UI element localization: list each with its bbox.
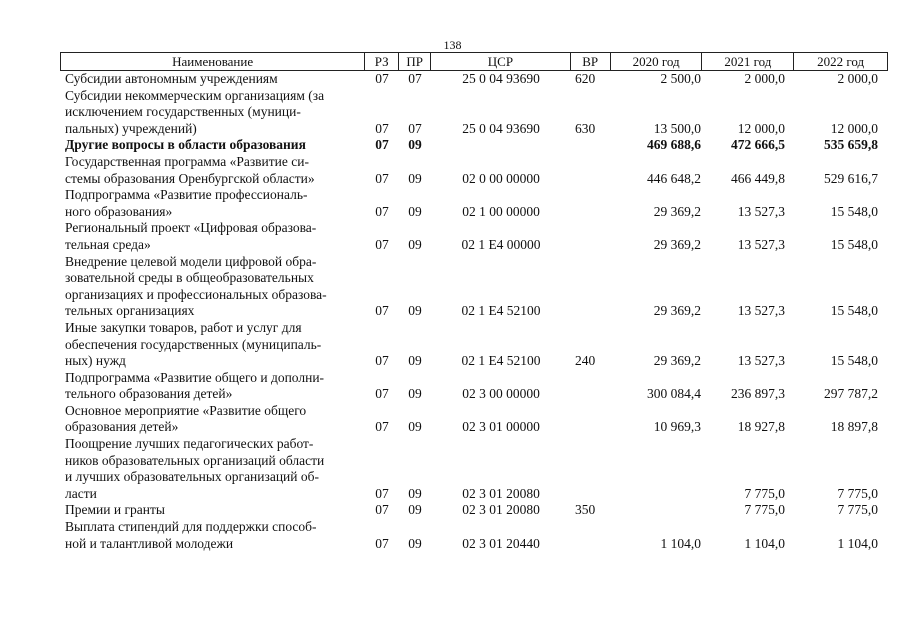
row-vr: 630: [575, 120, 596, 136]
table-body: [60, 71, 888, 552]
row-name-line: Субсидии некоммерческим организациям (за: [65, 87, 325, 103]
row-2020: 2 500,0: [660, 71, 701, 86]
row-rz: 07: [375, 120, 389, 136]
table-row: [60, 254, 888, 320]
row-2021: 236 897,3: [731, 386, 785, 402]
row-name-line: и лучших образовательных организаций об-: [65, 469, 319, 485]
row-rz: 07: [375, 303, 389, 319]
row-2021: 13 527,3: [737, 203, 785, 219]
table-row: [60, 137, 888, 154]
row-pr: 09: [408, 485, 422, 501]
row-name-line: ной и талантливой молодежи: [65, 535, 234, 551]
row-csr: 02 0 00 00000: [462, 170, 540, 186]
row-pr: 09: [408, 419, 422, 435]
table-row: [60, 88, 888, 138]
row-2022: 1 104,0: [837, 535, 878, 551]
row-pr: 09: [408, 353, 422, 369]
row-name: [60, 187, 365, 220]
row-name: [60, 220, 365, 253]
row-2022: 12 000,0: [830, 120, 878, 136]
row-pr: 09: [408, 236, 422, 252]
row-2022: 7 775,0: [837, 485, 878, 501]
row-name-line: тельная среда»: [65, 236, 151, 252]
row-name-line: образования детей»: [65, 419, 179, 435]
row-rz: 07: [375, 353, 389, 369]
row-2020: 10 969,3: [653, 419, 701, 435]
table-row: [60, 320, 888, 370]
row-name-line: Выплата стипендий для поддержки способ-: [65, 519, 317, 535]
row-2022: 15 548,0: [830, 236, 878, 252]
row-csr: 02 1 E4 52100: [461, 303, 541, 319]
row-2020: 29 369,2: [653, 303, 701, 319]
header-csr: ЦСР: [431, 53, 571, 70]
row-csr: 02 3 01 20080: [462, 502, 540, 518]
row-name-line: Основное мероприятие «Развитие общего: [65, 402, 307, 418]
table-row: [60, 403, 888, 436]
row-2021: 13 527,3: [737, 236, 785, 252]
row-rz: 07: [375, 485, 389, 501]
table-row: [60, 154, 888, 187]
row-name-line: ных) нужд: [65, 353, 126, 369]
row-csr: 02 3 00 00000: [462, 386, 540, 402]
row-2021: 12 000,0: [737, 120, 785, 136]
row-name: [60, 88, 365, 138]
row-rz: 07: [375, 137, 389, 153]
row-name-line: Подпрограмма «Развитие общего и дополни-: [65, 369, 325, 385]
row-2020: 13 500,0: [653, 120, 701, 136]
row-name-line: стемы образования Оренбургской области»: [65, 170, 315, 186]
row-name-line: тельных организациях: [65, 303, 195, 319]
row-csr: 02 3 01 00000: [462, 419, 540, 435]
row-2022: 18 897,8: [830, 419, 878, 435]
table-row: [60, 187, 888, 220]
row-vr: 350: [575, 502, 596, 518]
header-vr: ВР: [571, 53, 611, 70]
row-name: [60, 320, 365, 370]
row-name-line: Субсидии автономным учреждениям: [65, 71, 278, 86]
row-name: [60, 154, 365, 187]
header-2022: 2022 год: [817, 54, 865, 69]
row-csr: 02 1 00 00000: [462, 203, 540, 219]
table-row: [60, 519, 888, 552]
row-name: [60, 370, 365, 403]
row-2021: 466 449,8: [731, 170, 785, 186]
row-2020: 29 369,2: [653, 203, 701, 219]
row-2021: 7 775,0: [744, 485, 785, 501]
row-name: [60, 71, 365, 88]
page-number: 138: [443, 38, 462, 52]
row-vr: 620: [575, 71, 596, 86]
row-2021: 1 104,0: [744, 535, 785, 551]
row-rz: 07: [375, 535, 389, 551]
table-row: [60, 502, 888, 519]
row-2020: 300 084,4: [647, 386, 701, 402]
row-name: [60, 519, 365, 552]
row-2021: 13 527,3: [737, 353, 785, 369]
row-name-line: Региональный проект «Цифровая образова-: [65, 220, 317, 236]
row-name-line: Поощрение лучших педагогических работ-: [65, 436, 314, 452]
row-csr: 25 0 04 93690: [462, 71, 540, 86]
row-2020: 29 369,2: [653, 236, 701, 252]
row-vr: 240: [575, 353, 596, 369]
row-2020: 29 369,2: [653, 353, 701, 369]
table-row: [60, 220, 888, 253]
row-name-line: Подпрограмма «Развитие профессиональ-: [65, 187, 308, 203]
row-csr: 02 3 01 20080: [462, 485, 540, 501]
table-row: [60, 370, 888, 403]
row-name-line: Иные закупки товаров, работ и услуг для: [65, 319, 302, 335]
row-name: [60, 502, 365, 519]
row-name-line: ласти: [65, 485, 97, 501]
row-name-line: Внедрение целевой модели цифровой обра-: [65, 253, 317, 269]
row-2021: 472 666,5: [731, 137, 785, 153]
row-name-line: исключением государственных (муници-: [65, 104, 301, 120]
row-csr: 02 1 E4 00000: [461, 236, 541, 252]
row-pr: 09: [408, 502, 422, 518]
row-rz: 07: [375, 236, 389, 252]
row-2022: 529 616,7: [824, 170, 878, 186]
row-rz: 07: [375, 502, 389, 518]
row-2022: 297 787,2: [824, 386, 878, 402]
row-2022: 15 548,0: [830, 303, 878, 319]
row-name-line: обеспечения государственных (муниципаль-: [65, 336, 322, 352]
row-rz: 07: [375, 386, 389, 402]
row-pr: 09: [408, 535, 422, 551]
header-2021: 2021 год: [702, 53, 794, 70]
row-rz: 07: [375, 419, 389, 435]
row-name-line: организациях и профессиональных образова-: [65, 286, 327, 302]
row-2022: 7 775,0: [837, 502, 878, 518]
row-name: [60, 137, 365, 154]
row-name-line: Премии и гранты: [65, 502, 165, 518]
row-rz: 07: [375, 170, 389, 186]
row-name: [60, 436, 365, 502]
row-name-line: Государственная программа «Развитие си-: [65, 153, 309, 169]
row-name-line: тельного образования детей»: [65, 386, 233, 402]
row-pr: 09: [408, 170, 422, 186]
row-2021: 7 775,0: [744, 502, 785, 518]
row-pr: 07: [408, 71, 422, 86]
row-csr: 02 1 E4 52100: [461, 353, 541, 369]
row-csr: 25 0 04 93690: [462, 120, 540, 136]
row-2021: 13 527,3: [737, 303, 785, 319]
table-header: [60, 52, 888, 71]
header-2020: 2020 год: [611, 53, 703, 70]
row-rz: 07: [375, 71, 389, 86]
header-rz: РЗ: [365, 53, 399, 70]
row-name-line: пальных) учреждений): [65, 120, 197, 136]
row-2022: 2 000,0: [837, 71, 878, 86]
table-row: [60, 436, 888, 502]
row-2020: 1 104,0: [660, 535, 701, 551]
row-2022: 15 548,0: [830, 353, 878, 369]
table-row: [60, 71, 888, 88]
row-pr: 09: [408, 386, 422, 402]
row-name-line: Другие вопросы в области образования: [65, 137, 306, 153]
row-pr: 09: [408, 203, 422, 219]
row-2021: 18 927,8: [737, 419, 785, 435]
row-name: [60, 254, 365, 320]
row-pr: 07: [408, 120, 422, 136]
row-name-line: ников образовательных организаций области: [65, 452, 325, 468]
row-pr: 09: [408, 303, 422, 319]
row-pr: 09: [408, 137, 422, 153]
row-2020: 469 688,6: [647, 137, 701, 153]
row-2022: 535 659,8: [824, 137, 878, 153]
header-pr: ПР: [399, 53, 431, 70]
row-csr: 02 3 01 20440: [462, 535, 540, 551]
row-2022: 15 548,0: [830, 203, 878, 219]
row-2021: 2 000,0: [744, 71, 785, 86]
row-name-line: ного образования»: [65, 203, 173, 219]
row-name: [60, 403, 365, 436]
row-2020: 446 648,2: [647, 170, 701, 186]
row-name-line: зовательной среды в общеобразовательных: [65, 270, 314, 286]
header-name: Наименование: [61, 53, 365, 70]
row-rz: 07: [375, 203, 389, 219]
